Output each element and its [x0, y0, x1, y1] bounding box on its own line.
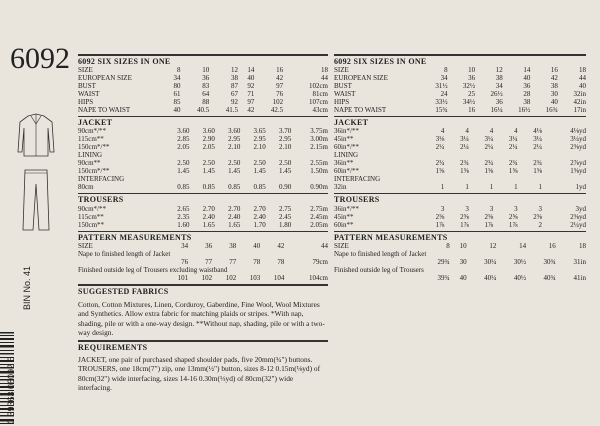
- metric-column: [78, 52, 328, 392]
- right-trousers-title: TROUSERS: [334, 193, 586, 204]
- table-row: 76 77 77 78 78 79cm: [181, 257, 328, 266]
- table-row: 150cm** 1.60 1.65 1.65 1.70 1.80 2.05m: [78, 220, 328, 229]
- table-row: 29¾ 30 30¼ 30½ 30¾ 31in: [437, 257, 586, 266]
- table-row: 60in*/** 2¼ 2¼ 2¼ 2¼ 2¼ 2⅜yd: [334, 143, 586, 152]
- table-row: Finished outside leg of Trousers excluding waistband: [78, 265, 228, 274]
- right-pattern-measurements-table: [334, 242, 586, 282]
- suggested-fabrics-text: Cotton, Cotton Mixtures, Linen, Corduroy, Gaberdine, Fine Wool, Wool Mixtures and Synthetics. Allow extra fabric for matching plaids or stripes. *With nap, shading, pile or with a one-way design. **Without nap, shading, pile or with a two-way design.: [78, 300, 325, 338]
- table-row: 115cm** 2.85 2.90 2.95 2.95 2.95 3.00m: [78, 135, 328, 144]
- table-row: EUROPEAN SIZE 34 36 38 40 42 44: [334, 74, 586, 83]
- table-row: NAPE TO WAIST 15¾ 16 16¼ 16½ 16¾ 17in: [334, 106, 586, 115]
- right-trousers-table: [334, 205, 586, 229]
- table-row: 115cm** 2.35 2.40 2.40 2.40 2.45 2.45m: [78, 212, 328, 221]
- left-jacket-title: JACKET: [78, 116, 328, 127]
- table-row: 45in** 3⅛ 3¼ 3¼ 3¼ 3¼ 3¼yd: [334, 135, 586, 144]
- table-row: 150cm*/** 1.45 1.45 1.45 1.45 1.45 1.50m: [78, 167, 328, 176]
- table-row: INTERFACING: [334, 175, 381, 184]
- left-body-measurements: [78, 66, 328, 114]
- table-row: Finished outside leg of Trousers: [334, 265, 424, 274]
- requirements-text: JACKET, one pair of purchased shaped shoulder pads, five 20mm(¾") buttons. TROUSERS, one 18cm(7") zip, one 13mm(½") button, sizes 8-12 0.15m(⅛yd) of 80cm(32") wide interfacing, sizes 14-16 0.30m(⅓yd) of 80cm(32") wide interfacing.: [78, 354, 321, 393]
- left-pattern-measurements-table: [78, 242, 328, 282]
- table-row: LINING: [78, 151, 103, 160]
- table-row: 101 102 102 103 104 104cm: [177, 273, 328, 282]
- table-row: 60in** 1⅞ 1⅞ 1⅞ 1⅞ 2 2¼yd: [334, 220, 586, 229]
- table-row: NAPE TO WAIST 40 40.5 41.5 42 42.5 43cm: [78, 106, 328, 115]
- table-row: SIZE 8 10 12 14 16 18: [334, 241, 586, 250]
- right-header: 6092 SIX SIZES IN ONE: [334, 54, 586, 66]
- left-trousers-table: [78, 205, 328, 229]
- table-row: 60in*/** 1⅝ 1⅝ 1⅝ 1⅝ 1⅝ 1⅝yd: [334, 167, 586, 176]
- table-row: 90cm** 2.50 2.50 2.50 2.50 2.50 2.55m: [78, 159, 328, 168]
- table-row: HIPS 85 88 92 97 102 107cm: [78, 98, 328, 107]
- left-trousers-title: TROUSERS: [78, 193, 328, 204]
- imperial-column: [334, 52, 586, 282]
- table-row: LINING: [334, 151, 359, 160]
- table-row: BUST 80 83 87 92 97 102cm: [78, 82, 328, 91]
- table-row: 36in*/** 4 4 4 4 4⅛ 4⅛yd: [334, 127, 586, 136]
- table-row: INTERFACING: [78, 175, 125, 184]
- table-row: Nape to finished length of Jacket: [334, 249, 427, 258]
- left-pattern-measurements-title: PATTERN MEASUREMENTS: [78, 231, 328, 242]
- table-row: WAIST 24 25 26½ 28 30 32in: [334, 90, 586, 99]
- garment-line-drawing: [14, 112, 58, 232]
- table-row: 36in** 2¾ 2¾ 2¾ 2¾ 2¾ 2⅞yd: [334, 159, 586, 168]
- pattern-number: 6092: [10, 42, 70, 75]
- table-row: HIPS 33½ 34½ 36 38 40 42in: [334, 98, 586, 107]
- upc-number: 0 39363 06092 6: [6, 356, 16, 424]
- table-row: WAIST 61 64 67 71 76 81cm: [78, 90, 328, 99]
- table-row: EUROPEAN SIZE 34 36 38 40 42 44: [78, 74, 328, 83]
- right-jacket-table: [334, 127, 586, 191]
- table-row: 90cm*/** 3.60 3.60 3.60 3.65 3.70 3.75m: [78, 127, 328, 136]
- bin-number: BIN No. 41: [22, 265, 32, 310]
- table-row: 39¾ 40 40¼ 40½ 40¾ 41in: [437, 273, 586, 282]
- table-row: 150cm*/** 2.05 2.05 2.10 2.10 2.10 2.15m: [78, 143, 328, 152]
- suggested-fabrics-title: SUGGESTED FABRICS: [78, 284, 328, 296]
- table-row: Nape to finished length of Jacket: [78, 249, 171, 258]
- table-row: BUST 31½ 32½ 34 36 38 40: [334, 82, 586, 91]
- right-pattern-measurements-title: PATTERN MEASUREMENTS: [334, 231, 586, 242]
- table-row: 80cm 0.85 0.85 0.85 0.85 0.90 0.90m: [78, 183, 328, 192]
- right-jacket-title: JACKET: [334, 116, 586, 127]
- requirements-title: REQUIREMENTS: [78, 340, 328, 352]
- left-jacket-table: [78, 127, 328, 191]
- table-row: 45in** 2⅝ 2⅝ 2⅝ 2⅝ 2⅝ 2⅝yd: [334, 212, 586, 221]
- table-row: SIZE 8 10 12 14 16 18: [78, 66, 328, 75]
- right-body-measurements: [334, 66, 586, 114]
- table-row: 32in 1 1 1 1 1 1yd: [334, 183, 586, 192]
- table-row: SIZE 8 10 12 14 16 18: [334, 66, 586, 75]
- table-row: 36in*/** 3 3 3 3 3 3yd: [334, 204, 586, 213]
- left-header: 6092 SIX SIZES IN ONE: [78, 54, 328, 66]
- table-row: 90cm*/** 2.65 2.70 2.70 2.70 2.75 2.75m: [78, 204, 328, 213]
- table-row: SIZE 34 36 38 40 42 44: [78, 241, 328, 250]
